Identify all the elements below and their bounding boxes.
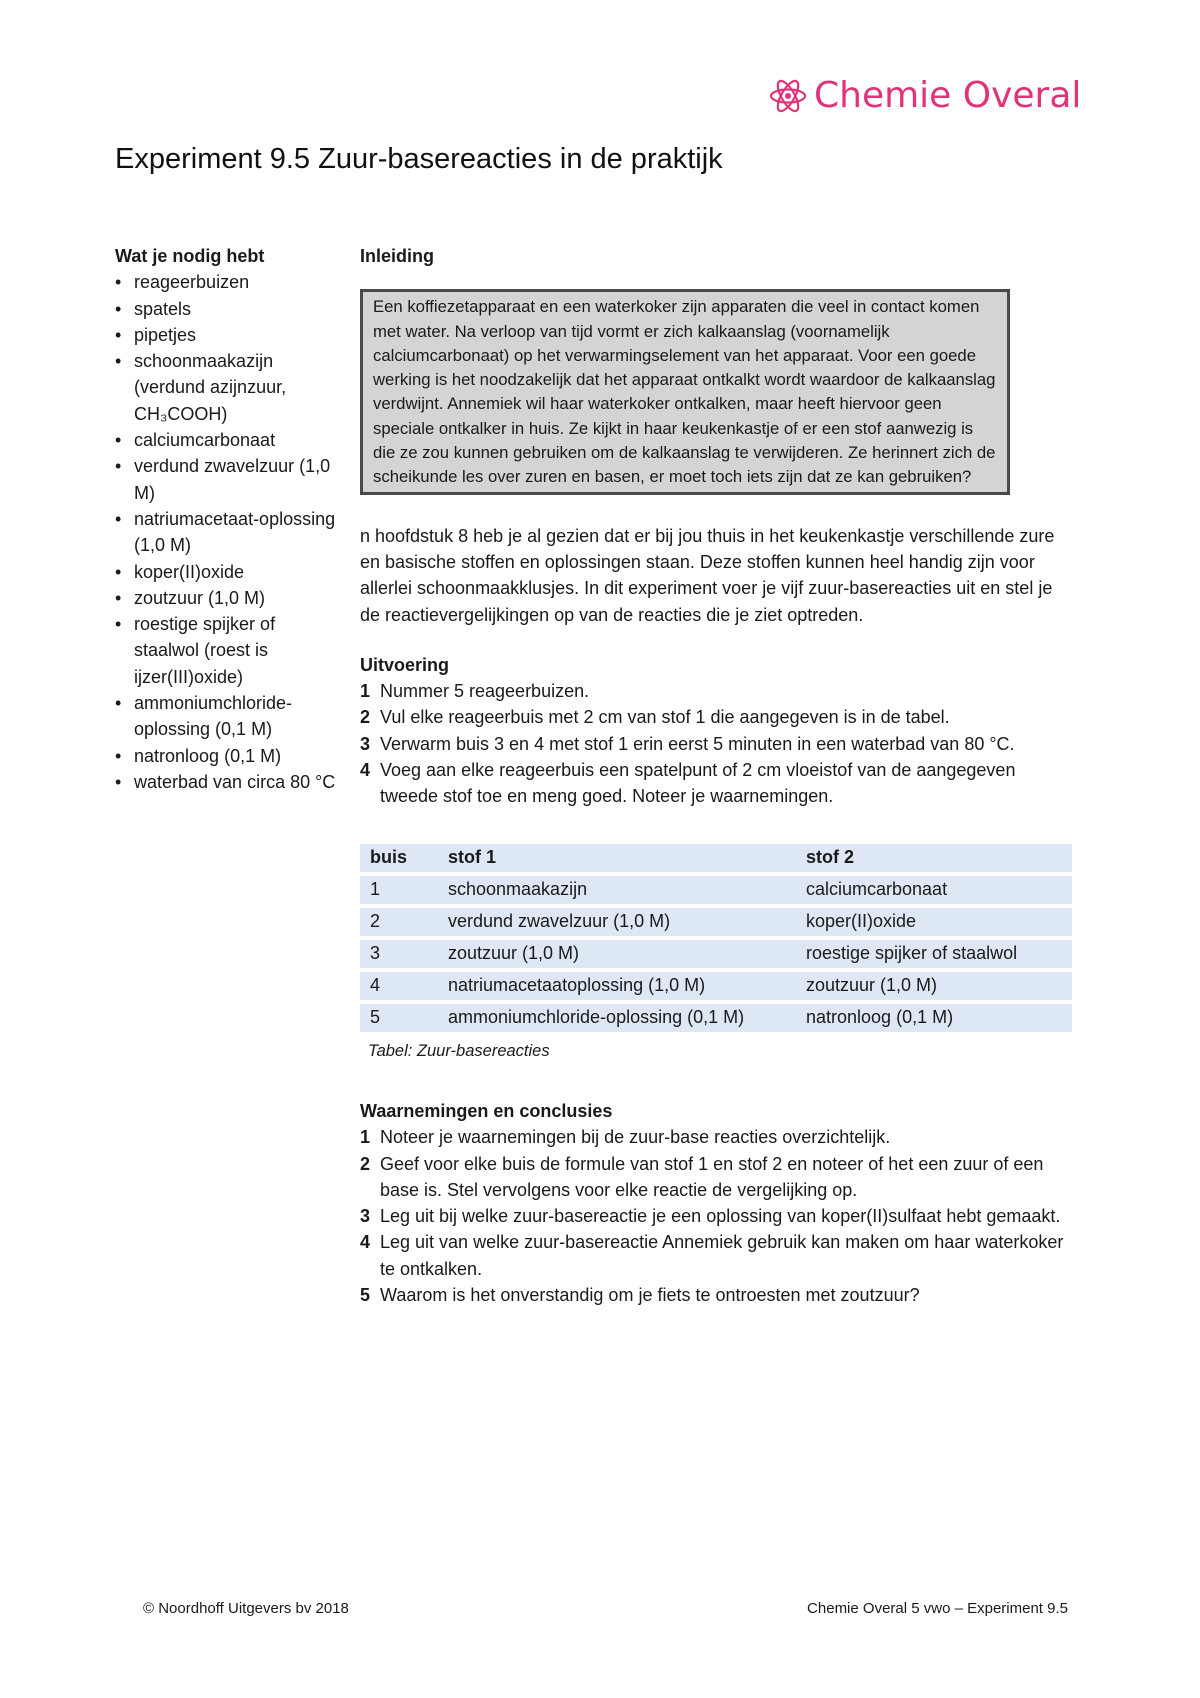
step-text: Verwarm buis 3 en 4 met stof 1 erin eerst 5 minuten in een waterbad van 80 °C.: [380, 733, 1015, 754]
table-cell: zoutzuur (1,0 M): [438, 940, 796, 968]
material-item: • koper(II)oxide: [115, 559, 345, 585]
step-text: Nummer 5 reageerbuizen.: [380, 681, 590, 702]
question-text: Leg uit bij welke zuur-basereactie je een oplossing van koper(II)sulfaat hebt gemaakt.: [380, 1206, 1061, 1227]
question-text: Waarom is het onverstandig om je fiets te ontroesten met zoutzuur?: [380, 1285, 920, 1306]
table-cell: 5: [360, 1004, 438, 1032]
material-item: • waterbad van circa 80 °C: [115, 769, 345, 795]
table-header-row: [360, 844, 1072, 872]
question-number: 2: [360, 1153, 371, 1174]
procedure-heading: Uitvoering: [360, 654, 450, 675]
table-cell: roestige spijker of staalwol: [796, 940, 1072, 968]
question-text: Leg uit van welke zuur-basereactie Annemiek gebruik kan maken om haar waterkoker te ontkalken.: [380, 1232, 1064, 1279]
step-number: 4: [360, 760, 371, 781]
material-item: • pipetjes: [115, 322, 345, 348]
step-number: 1: [360, 681, 371, 702]
step-number: 2: [360, 707, 371, 728]
material-item: • roestige spijker of staalwol (roest is ijzer(III)oxide): [115, 611, 345, 690]
table-cell: 3: [360, 940, 438, 968]
question-item: [360, 1282, 1070, 1308]
material-item: • calciumcarbonaat: [115, 427, 345, 453]
materials-heading: Wat je nodig hebt: [115, 246, 265, 266]
procedure-list: [360, 678, 1070, 809]
table-cell: 4: [360, 972, 438, 1000]
material-item: • verdund zwavelzuur (1,0 M): [115, 453, 345, 506]
intro-box: Een koffiezetapparaat en een waterkoker zijn apparaten die veel in contact komen met water. Na verloop van tijd vormt er zich kalkaanslag (voornamelijk calciumcarbonaat) op het verwarmingselement van het apparaat. Voor een goede werking is het noodzakelijk dat het apparaat ontkalkt wordt waardoor de kalkaanslag verdwijnt. Annemiek wil haar waterkoker ontkalken, maar heeft hiervoor geen speciale ontkalker in huis. Ze kijkt in haar keukenkastje of er een stof aanwezig is die ze zou kunnen gebruiken om de kalkaanslag te verwijderen. Ze herinnert zich de scheikunde les over zuren en basen, er moet toch iets zijn dat ze kan gebruiken?: [360, 289, 1010, 494]
material-item: • zoutzuur (1,0 M): [115, 585, 345, 611]
question-number: 1: [360, 1127, 371, 1148]
table-cell: koper(II)oxide: [796, 908, 1072, 936]
reaction-table: [360, 840, 1072, 1036]
observations-section: [360, 1098, 1070, 1308]
question-number: 3: [360, 1206, 371, 1227]
step-text: Vul elke reageerbuis met 2 cm van stof 1 die aangegeven is in de tabel.: [380, 707, 950, 728]
table-caption: Tabel: Zuur-basereacties: [368, 1041, 550, 1060]
table-row: [360, 972, 1072, 1000]
material-item: • schoonmaakazijn (verdund azijnzuur, CH₃COOH): [115, 348, 345, 427]
table-cell: natriumacetaatoplossing (1,0 M): [438, 972, 796, 1000]
procedure-step: [360, 757, 1070, 810]
column-header: stof 1: [438, 844, 796, 872]
question-number: 4: [360, 1232, 371, 1253]
material-item: • natriumacetaat-oplossing (1,0 M): [115, 506, 345, 559]
main-content: [360, 243, 1070, 1308]
question-item: [360, 1151, 1070, 1204]
material-item: • reageerbuizen: [115, 269, 345, 295]
question-item: [360, 1203, 1070, 1229]
question-text: Geef voor elke buis de formule van stof 1 en stof 2 en noteer of het een zuur of een base is. Stel vervolgens voor elke reactie de vergelijking op.: [380, 1153, 1044, 1200]
column-header: buis: [360, 844, 438, 872]
material-item: • ammoniumchloride-oplossing (0,1 M): [115, 690, 345, 743]
atom-logo-icon: [768, 76, 808, 116]
table-cell: 1: [360, 876, 438, 904]
question-item: [360, 1124, 1070, 1150]
table-cell: calciumcarbonaat: [796, 876, 1072, 904]
material-item: • natronloog (0,1 M): [115, 743, 345, 769]
footer-copyright: © Noordhoff Uitgevers bv 2018: [143, 1600, 349, 1617]
column-header: stof 2: [796, 844, 1072, 872]
questions-list: [360, 1124, 1070, 1308]
table-cell: 2: [360, 908, 438, 936]
step-text: Voeg aan elke reageerbuis een spatelpunt of 2 cm vloeistof van de aangegeven tweede stof toe en meng goed. Noteer je waarnemingen.: [380, 760, 1016, 807]
table-cell: schoonmaakazijn: [438, 876, 796, 904]
step-number: 3: [360, 733, 371, 754]
logo-text: Chemie Overal: [814, 75, 1082, 116]
intro-heading: Inleiding: [360, 246, 434, 266]
observations-heading: Waarnemingen en conclusies: [360, 1100, 613, 1121]
footer-reference: Chemie Overal 5 vwo – Experiment 9.5: [807, 1600, 1068, 1617]
procedure-step: [360, 678, 1070, 704]
table-row: [360, 1004, 1072, 1032]
table-cell: verdund zwavelzuur (1,0 M): [438, 908, 796, 936]
materials-list: [115, 269, 345, 795]
procedure-step: [360, 704, 1070, 730]
intro-paragraph: n hoofdstuk 8 heb je al gezien dat er bij jou thuis in het keukenkastje verschillende zure en basische stoffen en oplossingen staan. Deze stoffen kunnen heel handig zijn voor allerlei schoonmaakklusjes. In dit experiment voer je vijf zuur-basereacties uit en stel je de reactievergelijkingen op van de reacties die je ziet optreden.: [360, 525, 1055, 625]
table-cell: zoutzuur (1,0 M): [796, 972, 1072, 1000]
question-number: 5: [360, 1285, 371, 1306]
material-item: • spatels: [115, 296, 345, 322]
table-row: [360, 940, 1072, 968]
page-title: Experiment 9.5 Zuur-basereacties in de praktijk: [115, 143, 723, 175]
materials-sidebar: [115, 243, 345, 795]
question-text: Noteer je waarnemingen bij de zuur-base reacties overzichtelijk.: [380, 1127, 891, 1148]
procedure-section: [360, 652, 1070, 810]
table-cell: ammoniumchloride-oplossing (0,1 M): [438, 1004, 796, 1032]
table-row: [360, 876, 1072, 904]
table-cell: natronloog (0,1 M): [796, 1004, 1072, 1032]
procedure-step: [360, 731, 1070, 757]
chemie-overal-logo: [768, 76, 1081, 116]
table-row: [360, 908, 1072, 936]
question-item: [360, 1229, 1070, 1282]
